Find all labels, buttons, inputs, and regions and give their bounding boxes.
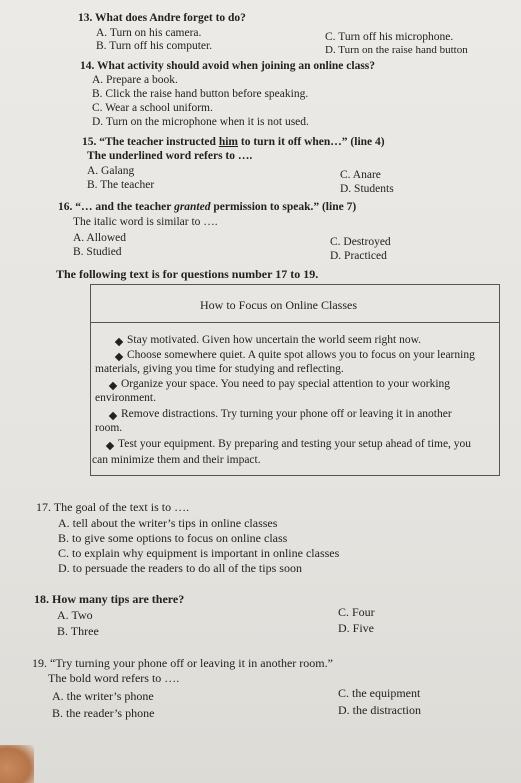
q19-stem: 19. “Try turning your phone off or leaving it in another room.” <box>32 656 333 670</box>
q16-option-c: C. Destroyed <box>330 236 391 248</box>
passage-tip-4-line-1: Remove distractions. Try turning your phone off or leaving it in another <box>121 408 452 420</box>
q18-option-c: C. Four <box>338 605 375 619</box>
q15-option-a: A. Galang <box>87 165 135 177</box>
passage-tip-4-line-2: room. <box>95 422 123 434</box>
q16-sub-question: The italic word is similar to …. <box>73 216 218 228</box>
q13-option-b: B. Turn off his computer. <box>96 40 213 52</box>
q15-stem <box>82 136 385 149</box>
q16-option-d: D. Practiced <box>330 250 387 262</box>
q13-stem: 13. What does Andre forget to do? <box>78 12 246 24</box>
q19-sub-question: The bold word refers to …. <box>48 671 180 685</box>
q14-option-c: C. Wear a school uniform. <box>92 102 213 114</box>
passage-tip-2-line-2: materials, giving you time for studying and reflecting. <box>95 363 344 375</box>
q17-option-c: C. to explain why equipment is important in online classes <box>58 546 340 560</box>
passage-title-divider <box>90 322 500 323</box>
q16-italic-word: granted <box>174 201 211 213</box>
q17-option-d: D. to persuade the readers to do all of the tips soon <box>58 561 302 575</box>
passage-title: How to Focus on Online Classes <box>200 298 357 312</box>
q15-stem-post: to turn it off when…” (line 4) <box>237 136 385 148</box>
q15-stem-pre: 15. “The teacher instructed <box>82 136 219 148</box>
q14-stem: 14. What activity should avoid when joining an online class? <box>80 60 376 72</box>
q17-option-b: B. to give some options to focus on online class <box>58 531 288 545</box>
passage-intro: The following text is for questions number 17 to 19. <box>56 267 319 281</box>
q15-sub-question: The underlined word refers to …. <box>87 150 253 162</box>
q16-option-a: A. Allowed <box>73 232 127 244</box>
q13-option-d: D. Turn on the raise hand button <box>325 44 468 56</box>
finger-shadow <box>0 745 34 783</box>
q17-option-a: A. tell about the writer’s tips in online classes <box>58 516 278 530</box>
q18-option-a: A. Two <box>57 608 93 622</box>
q13-option-c: C. Turn off his microphone. <box>325 31 454 43</box>
q17-stem: 17. The goal of the text is to …. <box>36 500 190 514</box>
q19-option-c: C. the equipment <box>338 686 421 700</box>
q15-option-b: B. The teacher <box>87 179 155 191</box>
passage-tip-2-line-1: Choose somewhere quiet. A quite spot allows you to focus on your learning <box>127 349 475 361</box>
q18-option-b: B. Three <box>57 624 99 638</box>
q16-stem-post: permission to speak.” (line 7) <box>210 201 357 213</box>
q15-underlined-word: him <box>218 136 238 148</box>
q13-option-a: A. Turn on his camera. <box>96 27 202 39</box>
q18-option-d: D. Five <box>338 621 374 635</box>
q15-option-d: D. Students <box>340 183 394 195</box>
q15-option-c: C. Anare <box>340 169 381 181</box>
passage-tip-5-line-1: Test your equipment. By preparing and testing your setup ahead of time, you <box>118 438 472 450</box>
passage-tip-1-line-1: Stay motivated. Given how uncertain the world seem right now. <box>127 334 422 346</box>
q16-stem-pre: 16. “… and the teacher <box>58 201 175 213</box>
passage-tip-3-line-2: environment. <box>95 392 156 404</box>
q19-option-d: D. the distraction <box>338 703 421 717</box>
passage-tip-3-line-1: Organize your space. You need to pay special attention to your working <box>121 378 451 390</box>
q16-option-b: B. Studied <box>73 246 122 258</box>
q14-option-d: D. Turn on the microphone when it is not used. <box>92 116 309 128</box>
q16-stem <box>58 201 356 214</box>
q19-option-b: B. the reader’s phone <box>52 706 155 720</box>
passage-tip-5-line-2: can minimize them and their impact. <box>92 454 261 466</box>
q18-stem: 18. How many tips are there? <box>34 592 185 606</box>
q19-option-a: A. the writer’s phone <box>52 689 154 703</box>
q14-option-a: A. Prepare a book. <box>92 74 178 86</box>
q14-option-b: B. Click the raise hand button before speaking. <box>92 88 309 100</box>
